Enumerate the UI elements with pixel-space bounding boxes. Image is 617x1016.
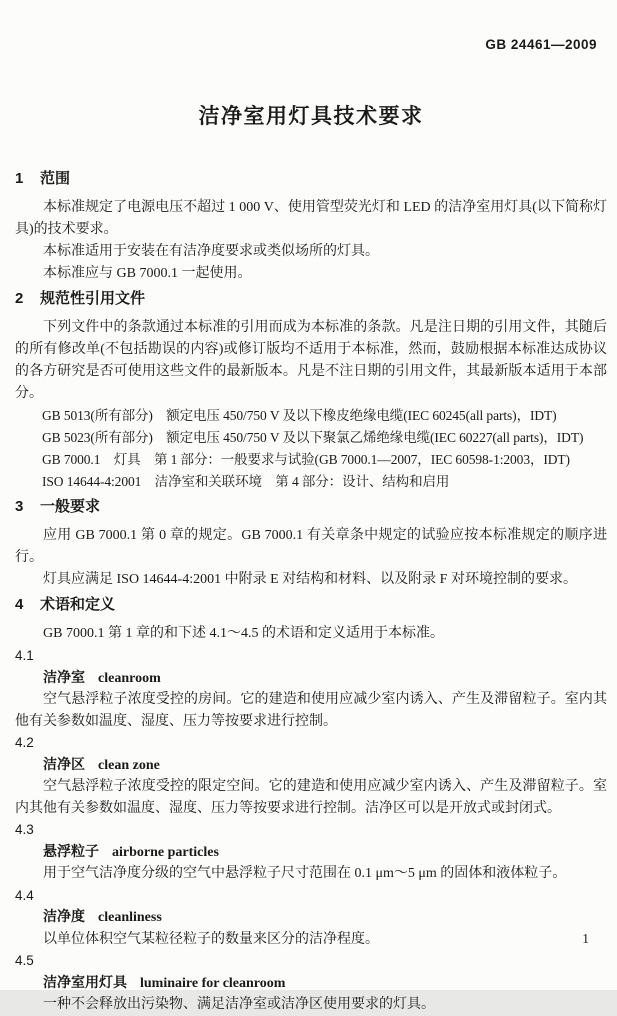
paragraph: GB 7000.1 第 1 章的和下述 4.1～4.5 的术语和定义适用于本标准。 — [43, 626, 444, 641]
term-cn: 洁净区 — [43, 755, 85, 772]
paragraph: 本标准应与 GB 7000.1 一起使用。 — [43, 266, 252, 281]
term-heading — [15, 754, 607, 777]
section-number: 4 — [15, 596, 24, 613]
section-title: 范围 — [40, 170, 71, 187]
term-en: luminaire for cleanroom — [140, 975, 286, 991]
section-number: 1 — [15, 170, 24, 187]
section-heading — [15, 496, 607, 517]
term-definition: 用于空气洁净度分级的空气中悬浮粒子尺寸范围在 0.1 μm～5 μm 的固体和液体粒子。 — [43, 866, 567, 881]
reference-item: GB 7000.1 灯具 第 1 部分：一般要求与试验(GB 7000.1—2007，IEC 60598-1:2003，IDT) — [42, 452, 570, 467]
section-heading — [15, 288, 607, 309]
page-number: 1 — [582, 931, 589, 946]
section-number: 3 — [15, 498, 24, 515]
section-title: 规范性引用文件 — [40, 290, 146, 307]
paragraph: 本标准适用于安装在有洁净度要求或类似场所的灯具。 — [43, 244, 379, 259]
term-en: cleanliness — [98, 910, 162, 925]
term-cn: 悬浮粒子 — [43, 842, 99, 859]
section-title: 术语和定义 — [40, 596, 116, 613]
reference-item: GB 5023(所有部分) 额定电压 450/750 V 及以下聚氯乙烯绝缘电缆(IEC 60227(all parts)，IDT) — [42, 430, 584, 445]
term-en: cleanroom — [98, 670, 161, 686]
section-normative-references — [15, 288, 607, 493]
terms-list — [15, 645, 607, 1016]
term-heading — [15, 906, 607, 929]
section-general-requirements — [15, 496, 607, 591]
term-heading — [15, 972, 607, 995]
term-definition: 一种不会释放出污染物、满足洁净室或洁净区使用要求的灯具。 — [43, 997, 435, 1012]
references-list — [15, 405, 607, 493]
section-scope — [15, 168, 607, 285]
section-heading — [15, 168, 607, 189]
term-en: airborne particles — [112, 844, 219, 860]
clause-number: 4.2 — [15, 735, 34, 750]
section-title: 一般要求 — [40, 498, 101, 515]
section-number: 2 — [15, 290, 24, 307]
term-definition: 空气悬浮粒子浓度受控的限定空间。它的建造和使用应减少室内诱入、产生及滞留粒子。室内其他有关参数如温度、湿度、压力等按要求进行控制。洁净区可以是开放式或封闭式。 — [15, 779, 607, 816]
term-definition: 以单位体积空气某粒径粒子的数量来区分的洁净程度。 — [43, 931, 379, 947]
paragraph: 下列文件中的条款通过本标准的引用而成为本标准的条款。凡是注日期的引用文件，其随后的所有修改单(不包括勘误的内容)或修订版均不适用于本标准，然而，鼓励根据本标准达成协议的各方研究是否可使用这些文件的最新版本。凡是不注日期的引用文件，其最新版本适用于本部分。 — [15, 320, 607, 401]
paragraph: 本标准规定了电源电压不超过 1 000 V、使用管型荧光灯和 LED 的洁净室用灯具(以下简称灯具)的技术要求。 — [15, 200, 607, 237]
section-terms-definitions — [15, 594, 607, 1016]
reference-item: GB 5013(所有部分) 额定电压 450/750 V 及以下橡皮绝缘电缆(IEC 60245(all parts)，IDT) — [42, 408, 557, 423]
clause-number: 4.3 — [15, 822, 34, 837]
term-heading — [15, 841, 607, 864]
page-title: 洁净室用灯具技术要求 — [198, 105, 424, 128]
term-en: clean zone — [98, 757, 160, 773]
paragraph: 应用 GB 7000.1 第 0 章的规定。GB 7000.1 有关章条中规定的试验应按本标准规定的顺序进行。 — [15, 528, 607, 565]
section-heading — [15, 594, 607, 615]
term-heading — [15, 667, 607, 690]
term-cn: 洁净室用灯具 — [43, 973, 127, 990]
clause-number: 4.1 — [15, 648, 34, 663]
clause-number: 4.5 — [15, 953, 34, 968]
paragraph: 灯具应满足 ISO 14644-4:2001 中附录 E 对结构和材料、以及附录 F 对环境控制的要求。 — [43, 572, 577, 587]
term-cn: 洁净度 — [43, 908, 85, 924]
term-cn: 洁净室 — [43, 668, 85, 685]
clause-number: 4.4 — [15, 887, 34, 903]
term-definition: 空气悬浮粒子浓度受控的房间。它的建造和使用应减少室内诱入、产生及滞留粒子。室内其他有关参数如温度、湿度、压力等按要求进行控制。 — [15, 692, 607, 729]
reference-item: ISO 14644-4:2001 洁净室和关联环境 第 4 部分：设计、结构和启用 — [42, 474, 450, 489]
doc-number: GB 24461—2009 — [485, 37, 597, 52]
